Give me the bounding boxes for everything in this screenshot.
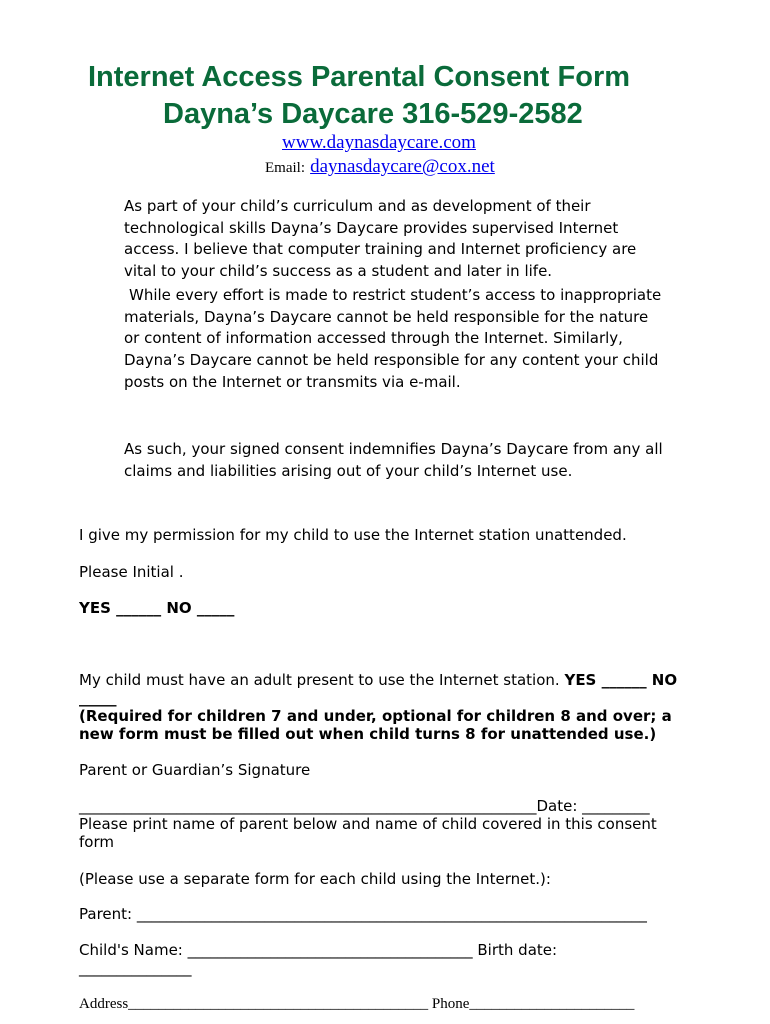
daycare-name-phone: Dayna’s Daycare 316-529-2582 xyxy=(163,98,583,130)
parent-name-field[interactable]: Parent: ____________________________________________________________________ xyxy=(79,905,647,923)
indemnity-paragraph: As such, your signed consent indemnifies Dayna’s Daycare from any all claims and liabilities arising out of your child’s Internet use. xyxy=(124,440,663,480)
form-title: Internet Access Parental Consent Form xyxy=(88,61,631,93)
age-requirement-note: (Required for children 7 and under, optional for children 8 and over; a new form must be filled out when child turns 8 for unattended use.) xyxy=(79,707,672,743)
signature-date-line[interactable]: _____________________________________________________________Date: _________ xyxy=(79,797,650,815)
liability-paragraph: While every effort is made to restrict student’s access to inappropriate materials, Dayna’s Daycare cannot be held responsible for the nature or content of information accessed through the Internet. Similarly, Dayna’s Daycare cannot be held responsible for any content your child posts on the Internet or transmits via e-mail. xyxy=(124,286,662,391)
adult-present-statement[interactable] xyxy=(79,671,689,707)
initial-instruction: Please Initial . xyxy=(79,563,184,581)
adult-present-text: My child must have an adult present to use the Internet station. xyxy=(79,671,560,689)
permission-yes-no[interactable]: YES ______ NO _____ xyxy=(79,599,235,617)
print-name-instruction: Please print name of parent below and name of child covered in this consent form xyxy=(79,815,657,851)
signature-label: Parent or Guardian’s Signature xyxy=(79,761,311,779)
email-link[interactable]: daynasdaycare@cox.net xyxy=(310,156,495,177)
email-line xyxy=(265,156,495,178)
address-phone-field[interactable]: Address________________________________________ Phone______________________ xyxy=(79,996,635,1012)
separate-form-note: (Please use a separate form for each child using the Internet.): xyxy=(79,870,551,888)
website-link[interactable]: www.daynasdaycare.com xyxy=(282,132,476,153)
adult-yes-no[interactable]: YES ______ NO _____ xyxy=(79,671,678,707)
child-name-birthdate-field[interactable]: Child's Name: ______________________________________ Birth date: _______________ xyxy=(79,941,558,977)
intro-paragraph: As part of your child’s curriculum and as development of their technological skills Dayna’s Daycare provides supervised Internet access. I believe that computer training and Internet proficiency are vital to your child’s success as a student and later in life. xyxy=(124,197,637,281)
permission-statement: I give my permission for my child to use the Internet station unattended. xyxy=(79,526,627,544)
email-label: Email: xyxy=(265,160,305,176)
